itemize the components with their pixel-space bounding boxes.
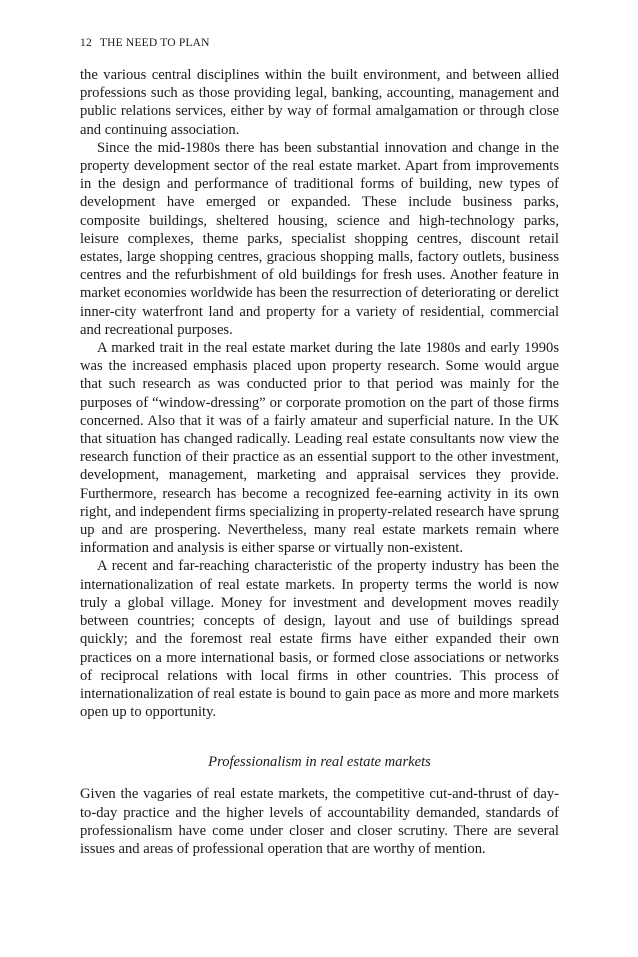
running-header bbox=[80, 36, 559, 50]
paragraph-continued: the various central disciplines within the built environment, and between allied professions such as those providing legal, banking, accounting, management and public relations services, either by way of formal amalgamation or through close and continuing association. bbox=[80, 67, 559, 138]
paragraph-property-research: A marked trait in the real estate market during the late 1980s and early 1990s was the increased emphasis placed upon property research. Some would argue that such research as was conducted prior to that period was mainly for the purposes of “window-dressing” or corporate promotion on the part of those firms concerned. Also that it was of a fairly amateur and superficial nature. In the UK that situation has changed radically. Leading real estate consultants now view the research function of their practice as an essential support to the other investment, development, management, marketing and appraisal services they provide. Furthermore, research has become a recognized fee-earning activity in its own right, and independent firms specializing in property-related research have sprung up and are prospering. Nevertheless, many real estate markets remain where information and analysis is either sparse or virtually non-existent. bbox=[80, 340, 559, 557]
running-title: THE NEED TO PLAN bbox=[99, 37, 210, 49]
book-page bbox=[80, 36, 559, 858]
paragraph-internationalization: A recent and far-reaching characteristic of the property industry has been the internationalization of real estate markets. In property terms the world is now truly a global village. Money for investment and development moves readily between countries; concepts of design, layout and use of buildings spread quickly; and the foremost real estate firms have either expanded their own practices on a more international basis, or formed close associations or networks of reciprocal relations with local firms in other countries. This process of internationalization of real estate is bound to gain pace as more and more markets open up to opportunity. bbox=[80, 558, 559, 721]
paragraph-development-innovation: Since the mid-1980s there has been substantial innovation and change in the property development sector of the real estate market. Apart from improvements in the design and performance of traditional forms of building, new types of development have emerged or expanded. These include business parks, composite buildings, sheltered housing, science and high-technology parks, leisure complexes, theme parks, specialist shopping centres, discount retail estates, large shopping centres, gracious shopping malls, factory outlets, business centres and the refurbishment of old buildings for fresh uses. Another feature in market economies worldwide has been the resurrection of deteriorating or derelict inner-city waterfront land and property for a variety of residential, commercial and recreational purposes. bbox=[80, 139, 559, 338]
page-number: 12 bbox=[80, 37, 92, 49]
section-heading: Professionalism in real estate markets bbox=[208, 754, 431, 771]
paragraph-professionalism: Given the vagaries of real estate markets, the competitive cut-and-thrust of day-to-day practice and the higher levels of accountability demanded, standards of professionalism have come under closer and closer scrutiny. There are several issues and areas of professional operation that are worthy of mention. bbox=[80, 786, 559, 857]
